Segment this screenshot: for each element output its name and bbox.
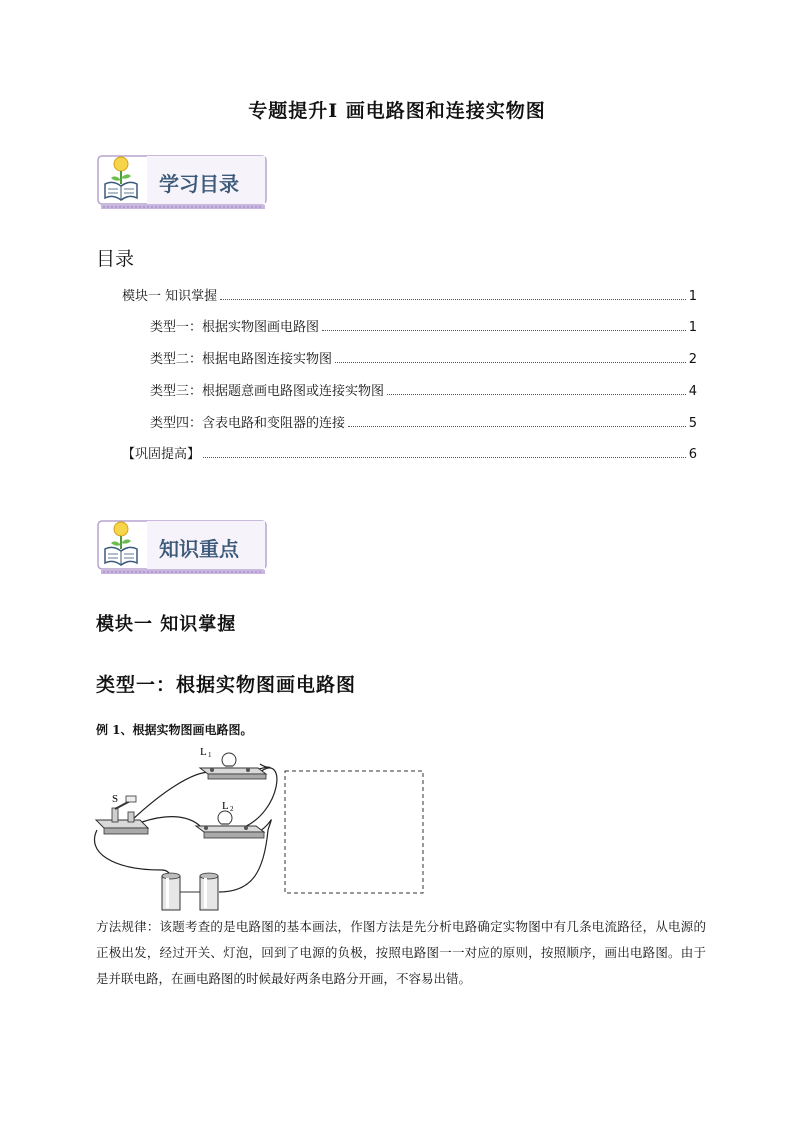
toc-item-type-3[interactable] (150, 379, 697, 399)
toc-leader (348, 426, 686, 427)
toc-page-number: 2 (688, 352, 697, 367)
answer-box[interactable] (285, 771, 423, 893)
toc-page-number: 1 (688, 320, 697, 335)
switch-s (96, 793, 148, 834)
toc-item-consolidation[interactable] (122, 442, 697, 462)
example-question: 例 1、根据实物图画电路图。 (96, 723, 253, 737)
toc-item-label: 类型二：根据电路图连接实物图 (150, 352, 333, 367)
toc-leader (203, 457, 686, 458)
toc-item-type-1[interactable] (150, 315, 697, 335)
toc-leader (335, 362, 686, 363)
toc-page-number: 4 (688, 384, 697, 399)
study-contents-banner (97, 154, 267, 210)
toc-item-label: 类型三：根据题意画电路图或连接实物图 (150, 384, 385, 399)
switch-label: S (112, 793, 119, 805)
toc-item-label: 【巩固提高】 (122, 447, 201, 462)
key-knowledge-banner (97, 519, 267, 575)
method-note: 方法规律：该题考查的是电路图的基本画法，作图方法是先分析电路确定实物图中有几条电流路径，从电源的正极出发，经过开关、灯泡，回到了电源的负极，按照电路图一一对应的原则，按照顺序，画出电路图。由于是并联电路，在画电路图的时候最好两条电路分开画，不容易出错。 (96, 919, 706, 986)
toc-item-label: 类型一：根据实物图画电路图 (150, 320, 320, 335)
toc-item-label: 类型四：含表电路和变阻器的连接 (150, 416, 346, 431)
toc-leader (220, 299, 686, 300)
circuit-figure (92, 742, 428, 912)
lamp-l2-label: L (222, 800, 229, 812)
toc-item-module[interactable] (122, 284, 697, 304)
lamp-l2 (196, 800, 264, 838)
banner-label: 学习目录 (159, 172, 239, 196)
toc-heading: 目录 (96, 248, 135, 270)
battery-pack (162, 873, 218, 910)
toc-page-number: 5 (688, 416, 697, 431)
toc-item-type-2[interactable] (150, 347, 697, 367)
page-title: 专题提升Ⅰ 画电路图和连接实物图 (248, 100, 546, 122)
module-heading: 模块一 知识掌握 (96, 614, 237, 635)
toc-item-label: 模块一 知识掌握 (122, 289, 218, 304)
toc-item-type-4[interactable] (150, 411, 697, 431)
lamp-l2-subscript: 2 (230, 805, 234, 813)
toc-page-number: 6 (688, 447, 697, 462)
toc-leader (387, 394, 686, 395)
toc-leader (322, 330, 686, 331)
banner-label: 知识重点 (159, 537, 239, 561)
lamp-l1-subscript: 1 (208, 751, 212, 759)
toc-page-number: 1 (688, 289, 697, 304)
lamp-l1-label: L (200, 746, 207, 758)
lamp-l1 (200, 746, 266, 779)
type-heading: 类型一：根据实物图画电路图 (96, 674, 357, 696)
